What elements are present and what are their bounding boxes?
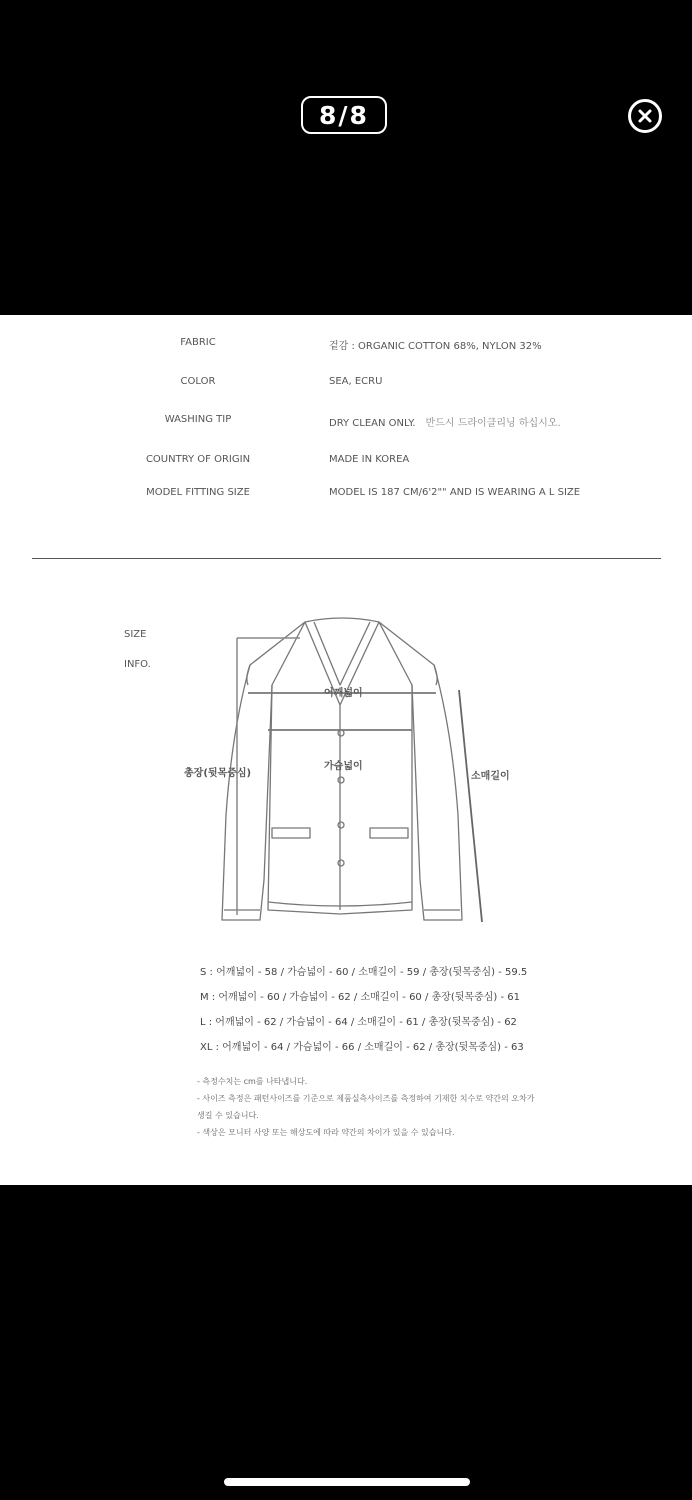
spec-value: 겉감 : ORGANIC COTTON 68%, NYLON 32% [329,341,542,352]
spec-label: WASHING TIP [164,414,232,425]
spec-value: MODEL IS 187 CM/6'2"" AND IS WEARING A L SIZE [329,487,581,498]
spec-value [329,414,561,429]
cardigan-diagram [0,610,692,950]
shoulder-label: 어깨넓이 [324,688,363,699]
spec-value-text: DRY CLEAN ONLY. [329,418,416,429]
product-detail-image [0,315,692,1185]
length-label: 총장(뒷목중심) [184,768,252,779]
note-line: - 색상은 모니터 사양 또는 해상도에 따라 약간의 차이가 있을 수 있습니다. [197,1128,455,1137]
spec-value: SEA, ECRU [329,376,383,387]
spec-note: 반드시 드라이클리닝 하십시오. [425,418,561,429]
note-line: 생길 수 있습니다. [197,1111,259,1120]
size-row-xl: XL : 어깨넓이 - 64 / 가슴넓이 - 66 / 소매길이 - 62 / 총장(뒷목중심) - 63 [200,1042,524,1053]
spec-label: COLOR [180,376,216,387]
size-chart [200,960,527,1060]
note-line: - 측정수치는 cm를 나타냅니다. [197,1077,308,1086]
spec-label: COUNTRY OF ORIGIN [145,454,251,465]
spec-label: FABRIC [180,337,216,348]
home-indicator[interactable] [224,1478,470,1486]
note-line: - 사이즈 측정은 패턴사이즈를 기준으로 제품실측사이즈를 측정하여 기재한 치수로 약간의 오차가 [197,1094,535,1103]
close-circle-icon [636,107,654,125]
divider [32,558,661,559]
image-counter: 8/8 [301,96,387,134]
sleeve-label: 소매길이 [471,771,510,782]
size-info-title-line1: SIZE [124,629,147,640]
size-row-s: S : 어깨넓이 - 58 / 가슴넓이 - 60 / 소매길이 - 59 / 총장(뒷목중심) - 59.5 [200,967,528,978]
size-info-title-line2: INFO. [124,659,151,670]
spec-label: MODEL FITTING SIZE [146,487,250,498]
size-notes [197,1073,534,1141]
spec-value: MADE IN KOREA [329,454,410,465]
size-row-m: M : 어깨넓이 - 60 / 가슴넓이 - 62 / 소매길이 - 60 / 총장(뒷목중심) - 61 [200,992,520,1003]
close-button[interactable] [628,99,662,133]
size-row-l: L : 어깨넓이 - 62 / 가슴넓이 - 64 / 소매길이 - 61 / 총장(뒷목중심) - 62 [200,1017,517,1028]
chest-label: 가슴넓이 [324,761,363,772]
